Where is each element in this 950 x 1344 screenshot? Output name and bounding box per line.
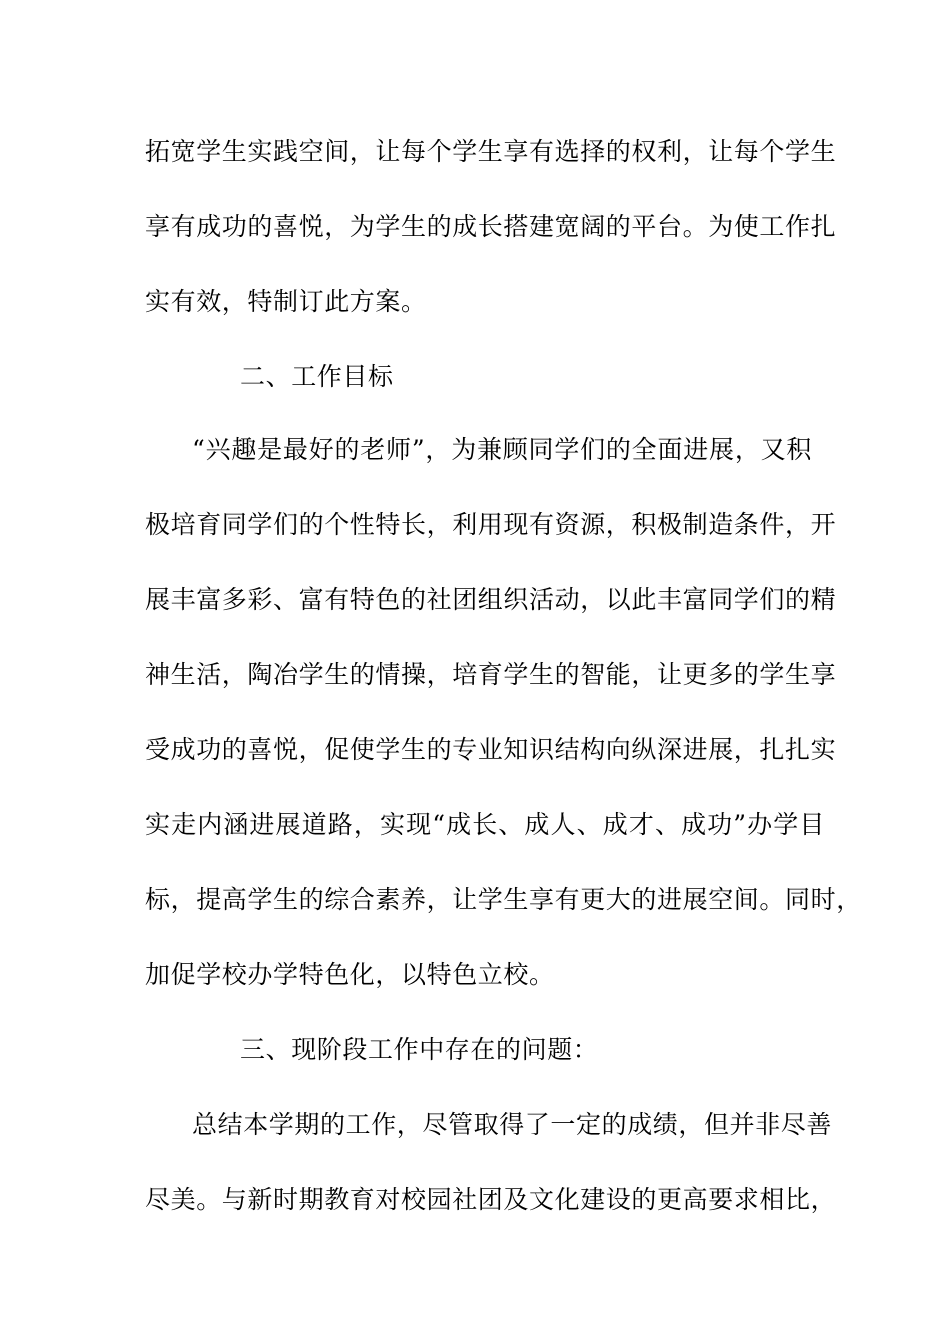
paragraph-line: 加促学校办学特色化，以特色立校。 <box>145 960 555 989</box>
paragraph-line: “兴趣是最好的老师”，为兼顾同学们的全面进展，又积 <box>192 435 812 464</box>
paragraph-line: 神生活，陶冶学生的情操，培育学生的智能，让更多的学生享 <box>145 660 837 689</box>
paragraph-line: 实有效，特制订此方案。 <box>145 287 427 316</box>
paragraph-line: 极培育同学们的个性特长，利用现有资源，积极制造条件，开 <box>145 510 837 539</box>
paragraph-line: 总结本学期的工作，尽管取得了一定的成绩，但并非尽善 <box>192 1110 833 1139</box>
paragraph-line: 实走内涵进展道路，实现“成长、成人、成才、成功”办学目 <box>145 810 825 839</box>
paragraph-line: 展丰富多彩、富有特色的社团组织活动，以此丰富同学们的精 <box>145 585 837 614</box>
paragraph-line: 享有成功的喜悦，为学生的成长搭建宽阔的平台。为使工作扎 <box>145 212 837 241</box>
section-heading-goals: 二、工作目标 <box>240 362 394 391</box>
paragraph-line: 尽美。与新时期教育对校园社团及文化建设的更高要求相比， <box>145 1185 837 1214</box>
paragraph-line: 拓宽学生实践空间，让每个学生享有选择的权利，让每个学生 <box>145 137 837 166</box>
paragraph-line: 受成功的喜悦，促使学生的专业知识结构向纵深进展，扎扎实 <box>145 735 837 764</box>
section-heading-problems: 三、现阶段工作中存在的问题： <box>240 1035 599 1064</box>
paragraph-line: 标，提高学生的综合素养，让学生享有更大的进展空间。同时， <box>145 885 862 914</box>
